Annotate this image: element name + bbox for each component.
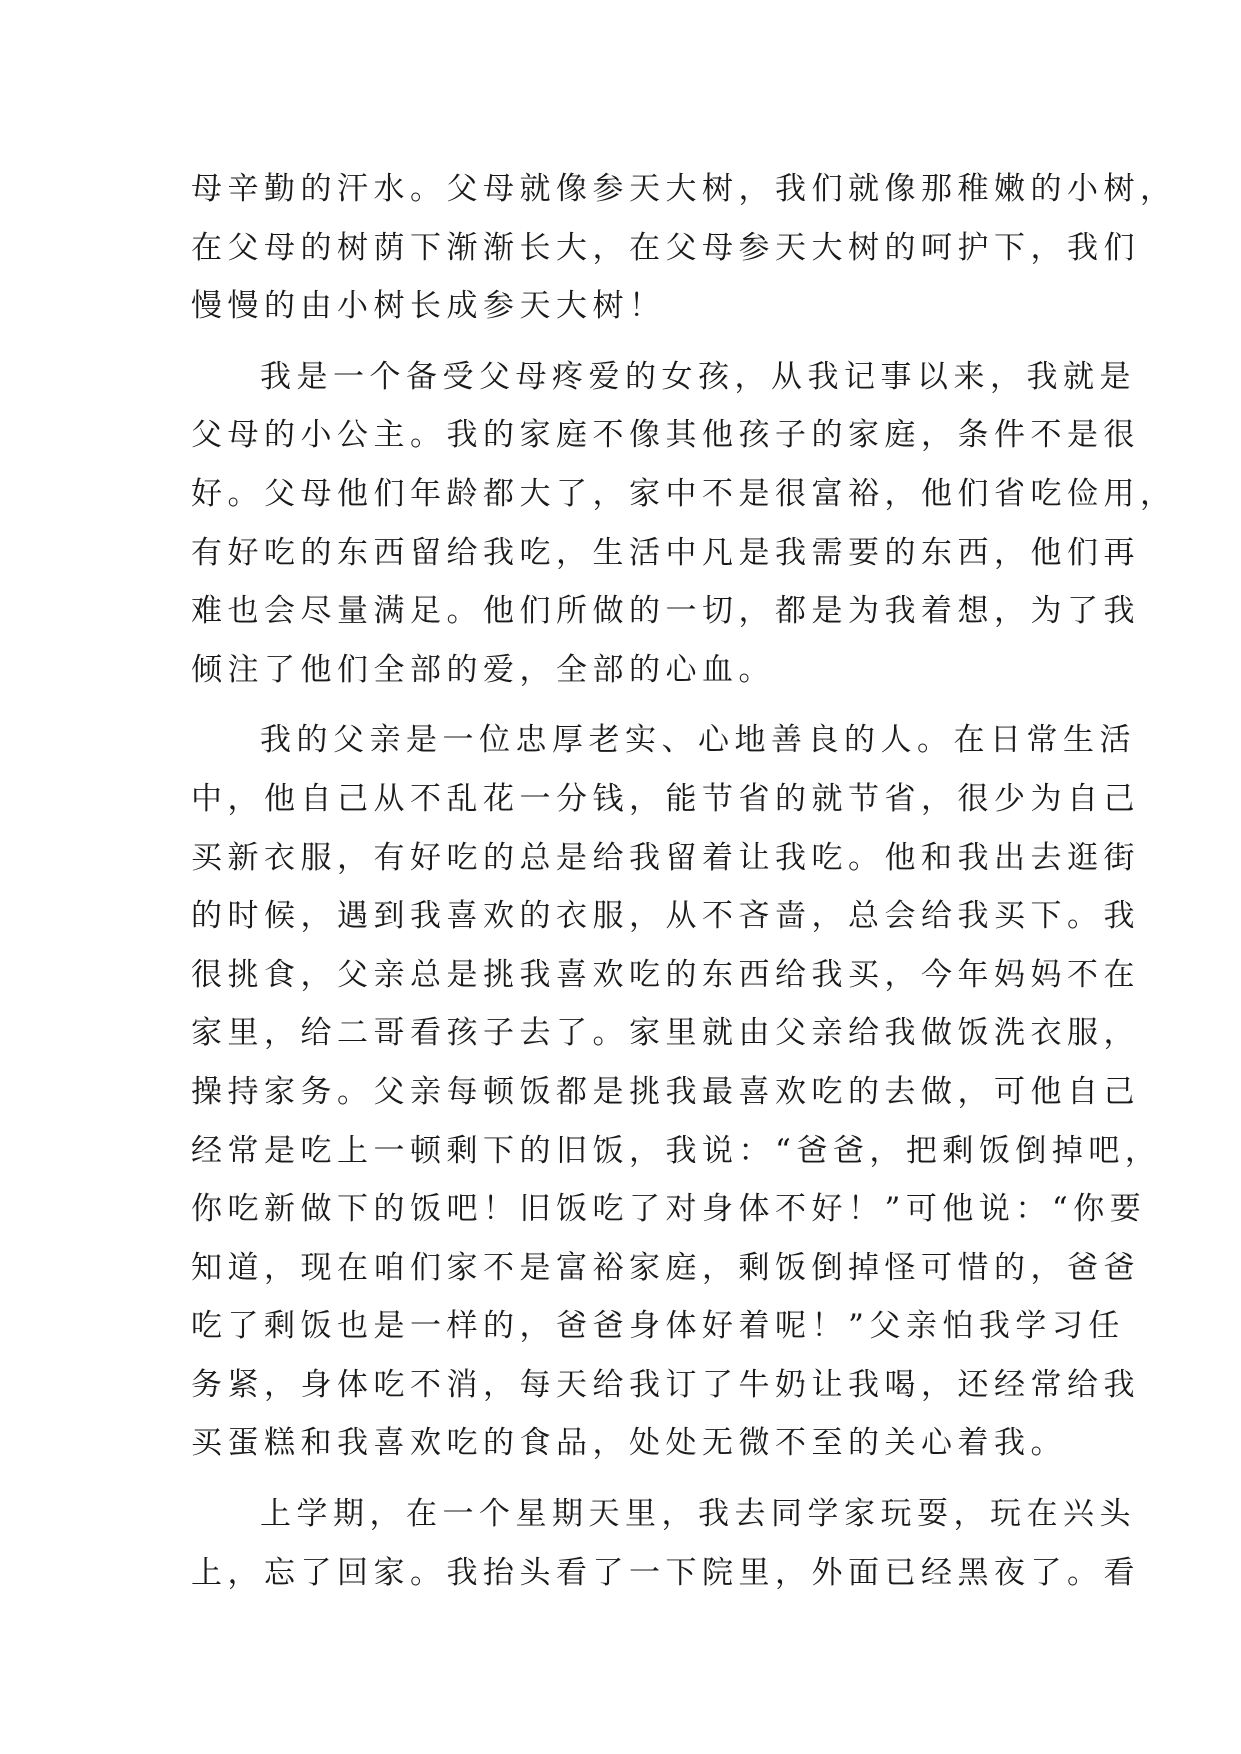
text-line: 难也会尽量满足。他们所做的一切，都是为我着想，为了我 xyxy=(191,593,1140,630)
text-line: 我是一个备受父母疼爱的女孩，从我记事以来，我就是 xyxy=(260,358,1136,395)
text-line: 倾注了他们全部的爱，全部的心血。 xyxy=(191,651,775,688)
text-line: 经常是吃上一顿剩下的旧饭，我说：“爸爸，把剩饭倒掉吧， xyxy=(191,1132,1162,1169)
text-line: 父母的小公主。我的家庭不像其他孩子的家庭，条件不是很 xyxy=(191,417,1140,454)
text-line: 有好吃的东西留给我吃，生活中凡是我需要的东西，他们再 xyxy=(191,534,1140,571)
text-line: 你吃新做下的饭吧！旧饭吃了对身体不好！”可他说：“你要 xyxy=(191,1191,1147,1228)
text-line: 慢慢的由小树长成参天大树！ xyxy=(191,288,666,325)
text-line: 的时候，遇到我喜欢的衣服，从不吝啬，总会给我买下。我 xyxy=(191,898,1140,935)
text-line: 吃了剩饭也是一样的，爸爸身体好着呢！”父亲怕我学习任 xyxy=(191,1308,1125,1345)
paragraph-2 xyxy=(191,348,1177,700)
text-line: 上，忘了回家。我抬头看了一下院里，外面已经黑夜了。看 xyxy=(191,1554,1140,1591)
text-line: 买新衣服，有好吃的总是给我留着让我吃。他和我出去逛街 xyxy=(191,839,1140,876)
text-line: 中，他自己从不乱花一分钱，能节省的就节省，很少为自己 xyxy=(191,780,1140,817)
text-line: 母辛勤的汗水。父母就像参天大树，我们就像那稚嫩的小树， xyxy=(191,171,1177,207)
paragraph-spacer xyxy=(191,699,1071,711)
text-line: 在父母的树荫下渐渐长大，在父母参天大树的呵护下，我们 xyxy=(191,229,1140,266)
document-body xyxy=(191,160,1177,1602)
text-line: 操持家务。父亲每顿饭都是挑我最喜欢吃的去做，可他自己 xyxy=(191,1073,1140,1110)
text-line: 家里，给二哥看孩子去了。家里就由父亲给我做饭洗衣服， xyxy=(191,1015,1140,1052)
text-line: 很挑食，父亲总是挑我喜欢吃的东西给我买，今年妈妈不在 xyxy=(191,956,1140,993)
text-line: 务紧，身体吃不消，每天给我订了牛奶让我喝，还经常给我 xyxy=(191,1366,1140,1403)
paragraph-spacer xyxy=(191,336,1071,348)
text-line: 知道，现在咱们家不是富裕家庭，剩饭倒掉怪可惜的，爸爸 xyxy=(191,1249,1140,1286)
text-line: 我的父亲是一位忠厚老实、心地善良的人。在日常生活 xyxy=(260,722,1136,759)
text-line: 上学期，在一个星期天里，我去同学家玩耍，玩在兴头 xyxy=(260,1496,1136,1533)
text-line: 好。父母他们年龄都大了，家中不是很富裕，他们省吃俭用， xyxy=(191,475,1177,512)
text-line: 买蛋糕和我喜欢吃的食品，处处无微不至的关心着我。 xyxy=(191,1425,1067,1462)
paragraph-1 xyxy=(191,160,1177,336)
paragraph-4 xyxy=(191,1485,1140,1602)
paragraph-3 xyxy=(191,711,1162,1473)
paragraph-spacer xyxy=(191,1473,1071,1485)
